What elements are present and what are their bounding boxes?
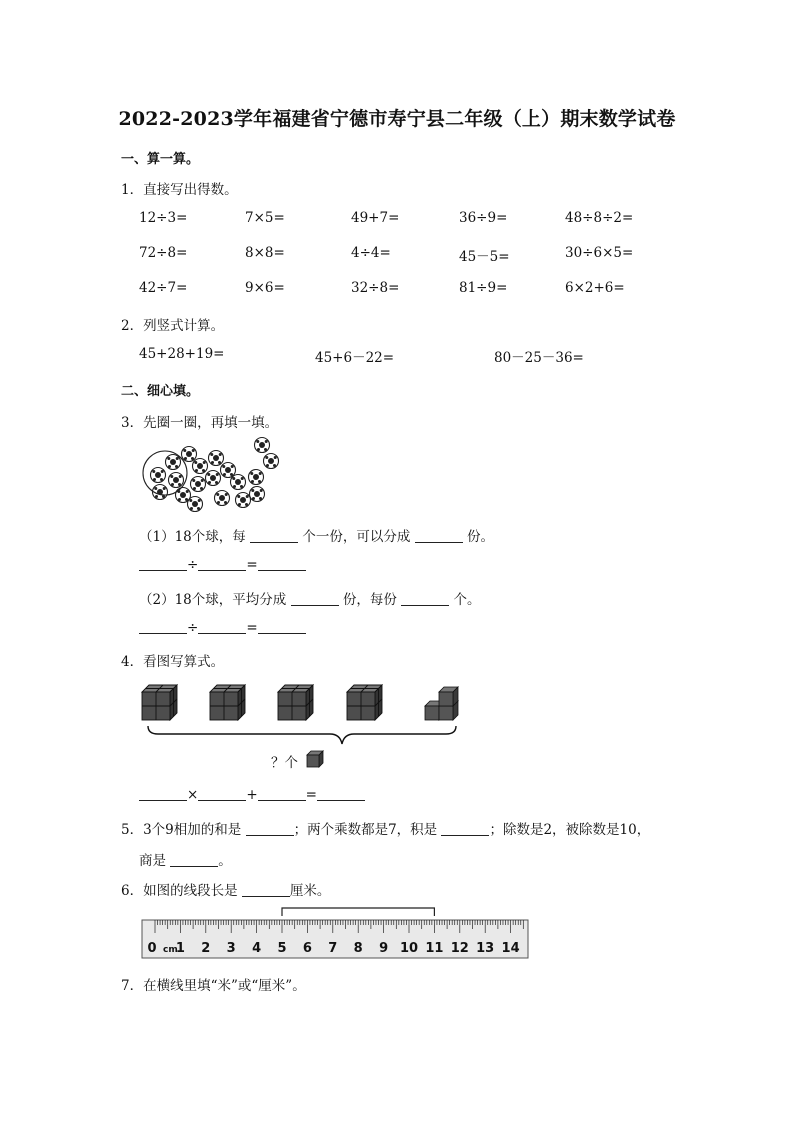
answer-blank[interactable] (242, 882, 290, 897)
calc-item: 48÷8÷2= (565, 210, 634, 226)
brace (148, 726, 456, 744)
soccer-ball-icon (191, 477, 206, 492)
ruler-tick-label: 4 (252, 941, 262, 956)
unit-cube-icon (305, 749, 325, 769)
calc-item: 81÷9= (459, 280, 508, 296)
page-title: 2022-2023学年福建省宁德市寿宁县二年级（上）期末数学试卷 (118, 108, 676, 130)
ruler-tick-label: 0 (147, 941, 157, 956)
equals-sign: = (305, 787, 317, 803)
soccer-ball-icon (250, 487, 265, 502)
answer-blank[interactable] (198, 619, 246, 634)
soccer-ball-icon (221, 463, 236, 478)
cube-icon (439, 687, 458, 706)
cube-block-icon (142, 685, 177, 720)
soccer-ball-icon (188, 497, 203, 512)
calc-item: 12÷3= (139, 210, 188, 226)
q6-text-b: 厘米。 (289, 883, 331, 899)
soccer-ball-icon (231, 475, 246, 490)
divide-sign: ÷ (187, 620, 199, 636)
question-1-label: 1．直接写出得数。 (121, 182, 238, 198)
ruler-figure (142, 908, 528, 960)
question-5-line-2 (139, 849, 232, 869)
answer-blank[interactable] (139, 786, 187, 801)
q3-part1-text-c: 份。 (466, 529, 494, 545)
calc-item: 32÷8= (351, 280, 400, 296)
soccer-ball-icon (264, 454, 279, 469)
q3-part1-line (139, 525, 494, 545)
plus-sign: + (246, 787, 258, 803)
q3-part1-text-b: 个一份，可以分成 (302, 529, 411, 545)
ruler-tick-label: 9 (379, 941, 389, 956)
question-7-label: 7．在横线里填“米”或“厘米”。 (121, 978, 306, 994)
calc-item: 9×6= (245, 280, 285, 296)
answer-blank[interactable] (139, 619, 187, 634)
soccer-ball-icon (249, 470, 264, 485)
ruler-tick-label: 1 (175, 941, 185, 956)
calc-item: 72÷8= (139, 245, 188, 261)
section-heading-calc: 一、算一算。 (121, 152, 200, 167)
ruler-unit-label: cm (163, 945, 178, 955)
q4-equation (139, 786, 365, 803)
times-sign: × (187, 787, 199, 803)
equals-sign: = (246, 620, 258, 636)
question-4-label: 4．看图写算式。 (121, 654, 225, 670)
answer-blank[interactable] (139, 556, 187, 571)
answer-blank[interactable] (250, 528, 298, 543)
q6-text-a: 6．如图的线段长是 (121, 883, 238, 899)
q3-equation-1 (139, 556, 306, 573)
question-6-line (121, 879, 330, 899)
ruler-tick-label: 3 (226, 941, 236, 956)
ruler-tick-label: 5 (277, 941, 287, 956)
soccer-ball-icon (182, 447, 197, 462)
ruler-tick-label: 13 (476, 941, 495, 956)
cubes-figure (138, 680, 468, 772)
question-2-label: 2．列竖式计算。 (121, 318, 225, 334)
answer-blank[interactable] (415, 528, 463, 543)
answer-blank[interactable] (246, 821, 294, 836)
vertical-calc-item: 45+28+19= (139, 346, 225, 362)
calc-item: 8×8= (245, 245, 285, 261)
vertical-calc-item: 45+6－22= (315, 350, 395, 366)
answer-blank[interactable] (258, 786, 306, 801)
ruler-tick-label: 12 (450, 941, 469, 956)
soccer-ball-icon (206, 471, 221, 486)
ruler-tick-label: 8 (353, 941, 363, 956)
calc-item: 42÷7= (139, 280, 188, 296)
ruler-tick-label: 10 (399, 941, 419, 956)
soccer-ball-icon (193, 459, 208, 474)
question-mark-count: ？个 (271, 755, 298, 771)
answer-blank[interactable] (258, 556, 306, 571)
ruler-tick-label: 2 (201, 941, 211, 956)
measured-segment (282, 908, 434, 916)
cube-block-icon (347, 685, 382, 720)
soccer-ball-icon (215, 491, 230, 506)
answer-blank[interactable] (170, 852, 218, 867)
answer-blank[interactable] (258, 619, 306, 634)
calc-item: 49+7= (351, 210, 400, 226)
q5-text-e: 。 (218, 853, 232, 869)
q3-part2-line (139, 588, 480, 608)
answer-blank[interactable] (198, 786, 246, 801)
q5-text-a: 5．3个9相加的和是 (121, 822, 242, 838)
q3-equation-2 (139, 619, 306, 636)
cube-block-icon (278, 685, 313, 720)
calc-item: 4÷4= (351, 245, 391, 261)
answer-blank[interactable] (291, 591, 339, 606)
calc-item: 7×5= (245, 210, 285, 226)
answer-blank[interactable] (198, 556, 246, 571)
section-heading-fill: 二、细心填。 (121, 384, 200, 399)
q3-part2-text-c: 个。 (453, 592, 481, 608)
q5-text-b: ；两个乘数都是7，积是 (293, 822, 438, 838)
cube-icon (307, 751, 323, 767)
q5-text-c: ；除数是2，被除数是10， (489, 822, 651, 838)
answer-blank[interactable] (317, 786, 365, 801)
q5-text-d: 商是 (139, 853, 166, 869)
soccer-ball-icon (169, 473, 184, 488)
answer-blank[interactable] (441, 821, 489, 836)
soccer-ball-icon (151, 468, 166, 483)
calc-item: 45－5= (459, 249, 510, 265)
q3-part2-text-a: （2）18个球，平均分成 (139, 592, 287, 608)
ruler-tick-label: 11 (425, 941, 444, 956)
answer-blank[interactable] (401, 591, 449, 606)
q3-part1-text-a: （1）18个球，每 (139, 529, 246, 545)
calc-item: 6×2+6= (565, 280, 625, 296)
ruler-tick-label: 14 (501, 941, 520, 956)
question-3-label: 3．先圈一圈，再填一填。 (121, 415, 279, 431)
calc-item: 30÷6×5= (565, 245, 634, 261)
equals-sign: = (246, 557, 258, 573)
soccer-ball-icon (236, 493, 251, 508)
calc-item: 36÷9= (459, 210, 508, 226)
q3-part2-text-b: 份，每份 (342, 592, 397, 608)
soccer-ball-icon (166, 455, 181, 470)
cube-block-icon (210, 685, 245, 720)
soccer-balls-figure (138, 432, 288, 514)
vertical-calc-item: 80－25－36= (494, 350, 584, 366)
ruler-tick-label: 7 (328, 941, 338, 956)
question-5-line-1 (121, 818, 650, 838)
divide-sign: ÷ (187, 557, 199, 573)
ruler-tick-label: 6 (302, 941, 312, 956)
soccer-ball-icon (255, 438, 270, 453)
soccer-ball-icon (209, 451, 224, 466)
